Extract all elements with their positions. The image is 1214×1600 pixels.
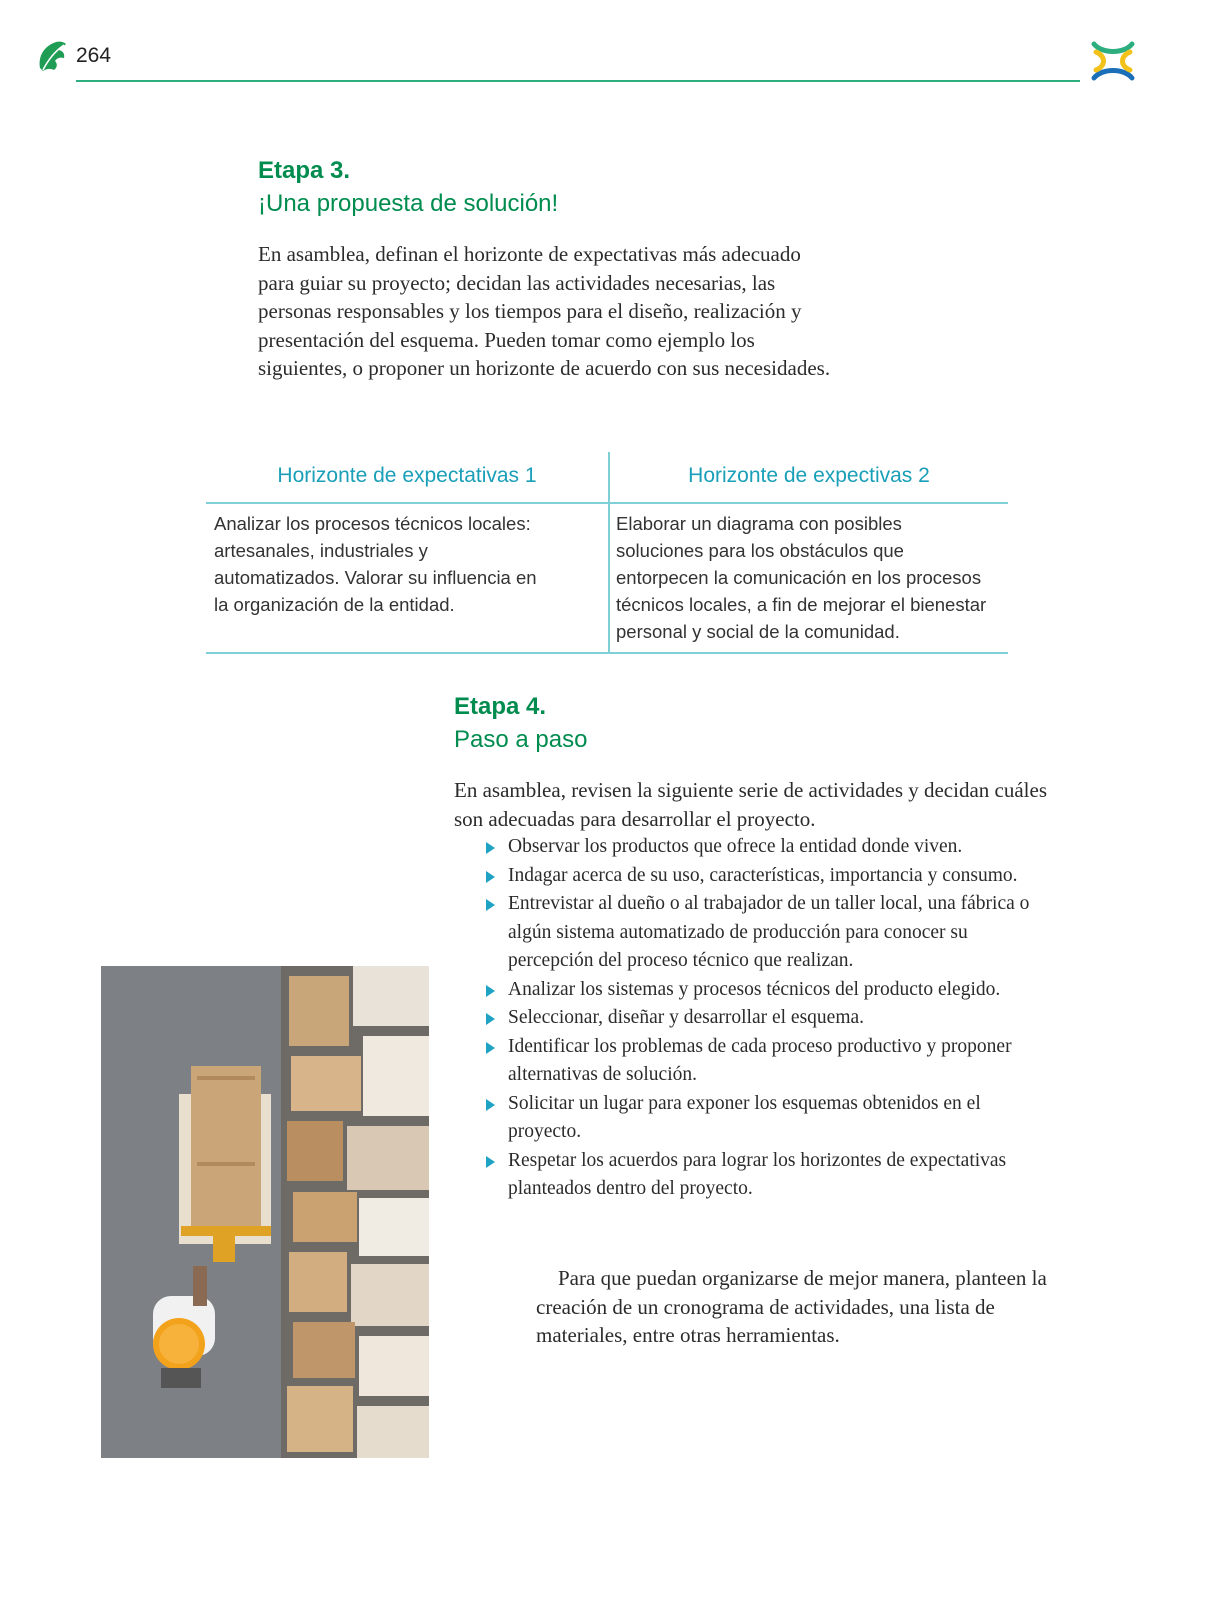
list-item: Entrevistar al dueño o al trabajador de un taller local, una fábrica o algún sistema automatizado de producción para conocer su percepción del proceso técnico que realizan.	[484, 890, 1054, 976]
table-header-1: Horizonte de expectativas 1	[277, 464, 537, 487]
bullet-icon	[486, 1099, 495, 1111]
bullet-icon	[486, 899, 495, 911]
warehouse-worker-photo	[101, 966, 429, 1458]
list-item: Observar los productos que ofrece la entidad donde viven.	[484, 833, 1054, 862]
table-header-rule	[206, 502, 1008, 504]
table-bottom-rule	[206, 652, 1008, 654]
stage3-title: Etapa 3.	[258, 157, 351, 184]
stage3-intro: En asamblea, definan el horizonte de expectativas más adecuado para guiar su proyecto; decidan las actividades necesarias, las personas responsables y los tiempos para el diseño, realización y presentación del esquema. Pueden tomar como ejemplo los siguientes, o proponer un horizonte de acuerdo con sus necesidades.	[258, 242, 831, 380]
stage3-subtitle: ¡Una propuesta de solución!	[258, 190, 559, 217]
logo-icon	[1086, 34, 1140, 88]
page-number: 264	[76, 44, 112, 67]
leaf-icon	[34, 38, 70, 74]
list-item: Indagar acerca de su uso, características, importancia y consumo.	[484, 862, 1054, 891]
list-item: Analizar los sistemas y procesos técnicos del producto elegido.	[484, 976, 1054, 1005]
bullet-icon	[486, 871, 495, 883]
closing-paragraph: Para que puedan organizarse de mejor manera, planteen la creación de un cronograma de actividades, una lista de materiales, entre otras herramientas.	[536, 1266, 1047, 1347]
header-rule	[76, 80, 1080, 82]
stage4-title: Etapa 4.	[454, 693, 547, 720]
table-cell-2: Elaborar un diagrama con posibles soluciones para los obstáculos que entorpecen la comunicación en los procesos técnicos locales, a fin de mejorar el bienestar personal y social de la comunidad.	[616, 513, 987, 642]
list-item: Seleccionar, diseñar y desarrollar el esquema.	[484, 1004, 1054, 1033]
bullet-icon	[486, 1042, 495, 1054]
table-header-2: Horizonte de expectivas 2	[688, 464, 930, 487]
table-cell-1: Analizar los procesos técnicos locales: artesanales, industriales y automatizados. Valorar su influencia en la organización de la entidad.	[214, 513, 537, 615]
warehouse-photo-illustration	[101, 966, 429, 1458]
list-item: Identificar los problemas de cada proceso productivo y proponer alternativas de solución.	[484, 1033, 1054, 1090]
stage4-subtitle: Paso a paso	[454, 726, 588, 753]
bullet-icon	[486, 1013, 495, 1025]
expectations-table	[206, 452, 1008, 654]
list-item: Solicitar un lugar para exponer los esquemas obtenidos en el proyecto.	[484, 1090, 1054, 1147]
stage4-intro: En asamblea, revisen la siguiente serie de actividades y decidan cuáles son adecuadas para desarrollar el proyecto.	[454, 778, 1048, 831]
bullet-icon	[486, 985, 495, 997]
list-item: Respetar los acuerdos para lograr los horizontes de expectativas planteados dentro del proyecto.	[484, 1147, 1054, 1204]
bullet-icon	[486, 1156, 495, 1168]
bullet-icon	[486, 842, 495, 854]
table-column-divider	[608, 452, 610, 654]
activities-list	[484, 833, 1054, 1204]
